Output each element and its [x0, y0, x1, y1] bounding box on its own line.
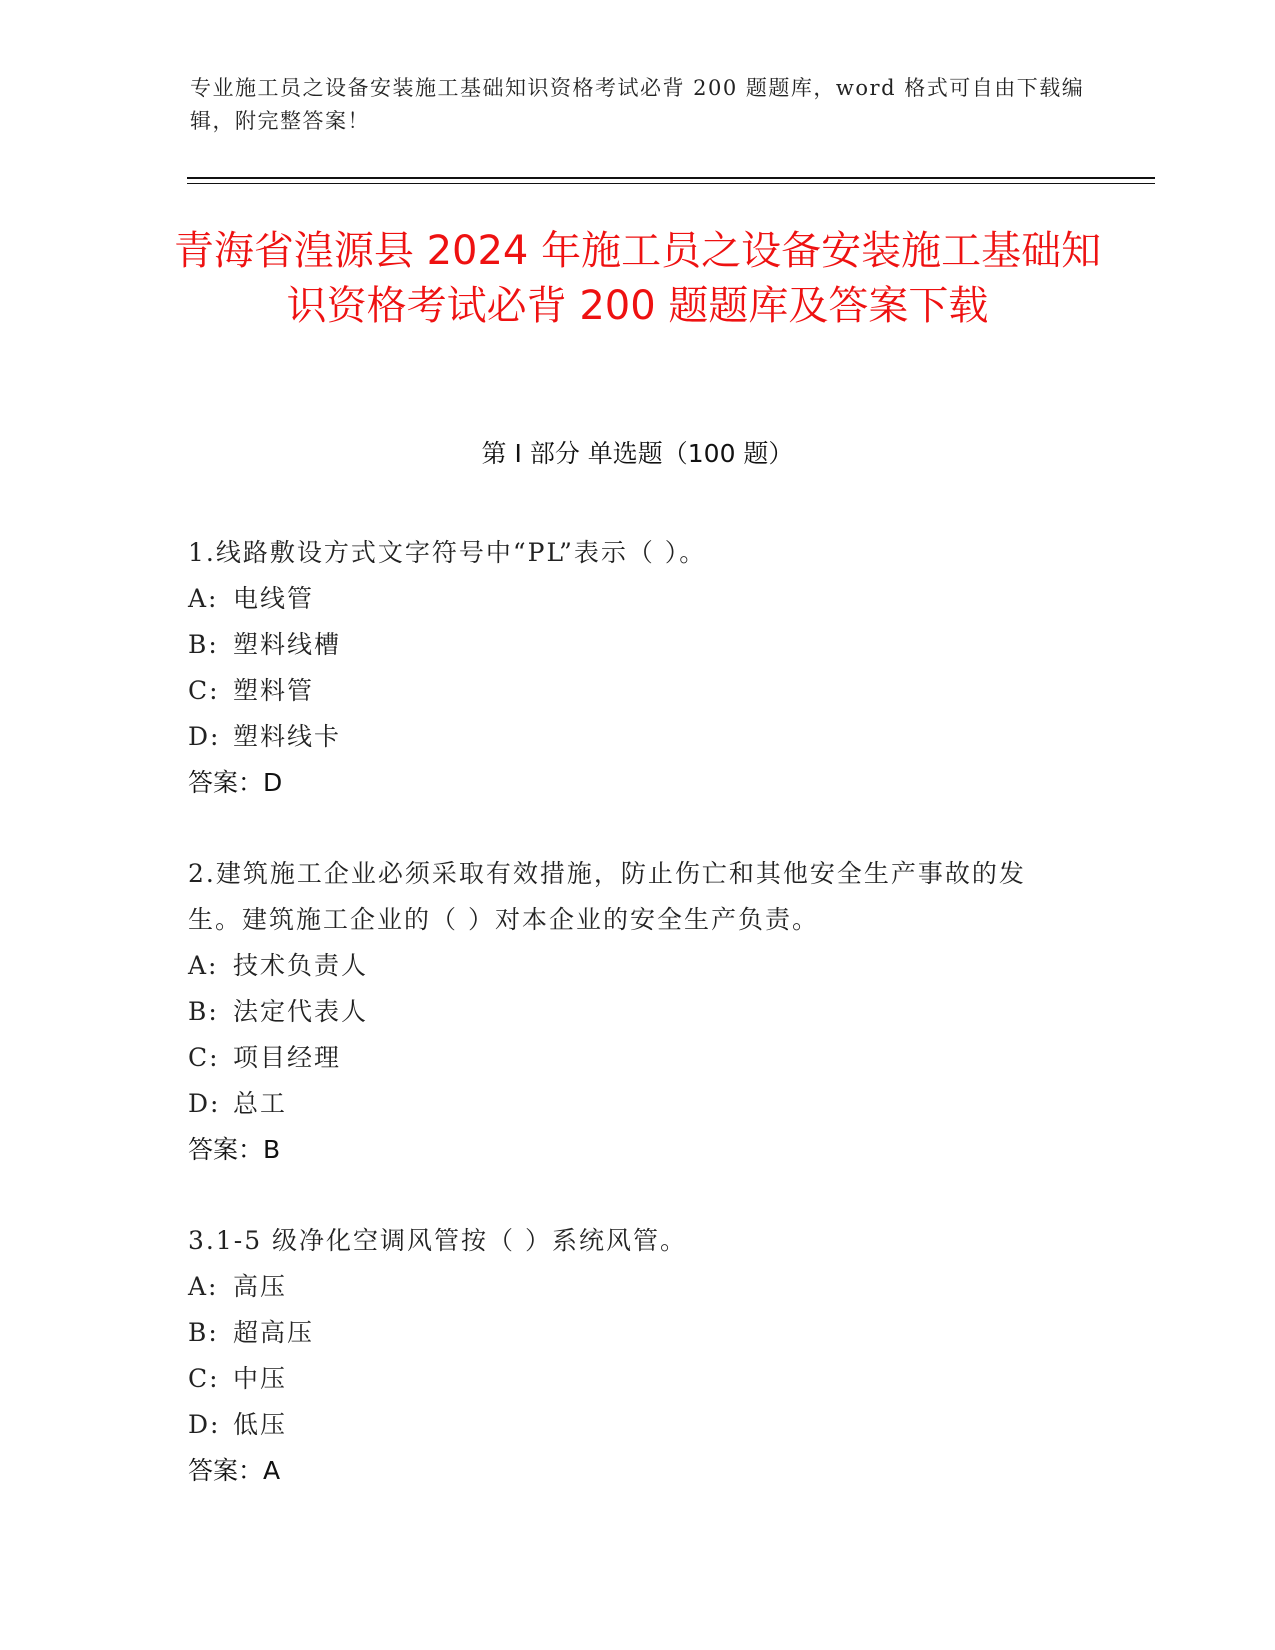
option-d — [188, 714, 1068, 760]
option-c — [188, 1035, 1068, 1081]
option-key: D: — [188, 1089, 221, 1118]
option-b — [188, 622, 1068, 668]
question-3 — [188, 1218, 1068, 1494]
header-divider-thick — [187, 177, 1155, 179]
option-key: D: — [188, 722, 221, 751]
option-a — [188, 1264, 1068, 1310]
question-stem: 3.1-5 级净化空调风管按（ ）系统风管。 — [188, 1226, 688, 1255]
option-text: 低压 — [233, 1410, 288, 1439]
option-text: 塑料管 — [233, 676, 315, 705]
option-b — [188, 989, 1068, 1035]
question-list — [188, 530, 1068, 1539]
option-text: 电线管 — [233, 584, 315, 613]
option-key: C: — [188, 1043, 220, 1072]
option-key: B: — [188, 630, 219, 659]
option-b — [188, 1310, 1068, 1356]
option-key: B: — [188, 997, 219, 1026]
option-d — [188, 1081, 1068, 1127]
option-text: 超高压 — [233, 1318, 315, 1347]
question-stem: 2.建筑施工企业必须采取有效措施，防止伤亡和其他安全生产事故的发生。建筑施工企业的（ ）对本企业的安全生产负责。 — [188, 859, 1026, 934]
option-c — [188, 1356, 1068, 1402]
option-text: 法定代表人 — [233, 997, 369, 1026]
answer-line: 答案：B — [188, 1135, 281, 1164]
option-a — [188, 943, 1068, 989]
option-key: C: — [188, 676, 220, 705]
option-text: 中压 — [233, 1364, 288, 1393]
option-d — [188, 1402, 1068, 1448]
option-text: 高压 — [233, 1272, 288, 1301]
header-divider-thin — [187, 183, 1155, 184]
option-text: 塑料线卡 — [233, 722, 342, 751]
option-key: A: — [188, 951, 219, 980]
option-c — [188, 668, 1068, 714]
question-stem: 1.线路敷设方式文字符号中“PL”表示（ ）。 — [188, 538, 707, 567]
question-1 — [188, 530, 1068, 806]
section-heading: 第 I 部分 单选题（100 题） — [481, 439, 794, 468]
option-text: 总工 — [233, 1089, 288, 1118]
option-text: 项目经理 — [233, 1043, 342, 1072]
option-key: A: — [188, 1272, 219, 1301]
option-key: D: — [188, 1410, 221, 1439]
option-a — [188, 576, 1068, 622]
option-text: 塑料线槽 — [233, 630, 342, 659]
question-2 — [188, 851, 1068, 1173]
document-title: 青海省湟源县 2024 年施工员之设备安装施工基础知识资格考试必背 200 题题库及答案下载 — [173, 228, 1102, 329]
option-text: 技术负责人 — [233, 951, 369, 980]
header-note: 专业施工员之设备安装施工基础知识资格考试必背 200 题题库，word 格式可自由下载编辑，附完整答案！ — [190, 76, 1085, 133]
option-key: B: — [188, 1318, 219, 1347]
answer-line: 答案：D — [188, 768, 283, 797]
answer-line: 答案：A — [188, 1456, 281, 1485]
option-key: C: — [188, 1364, 220, 1393]
option-key: A: — [188, 584, 219, 613]
